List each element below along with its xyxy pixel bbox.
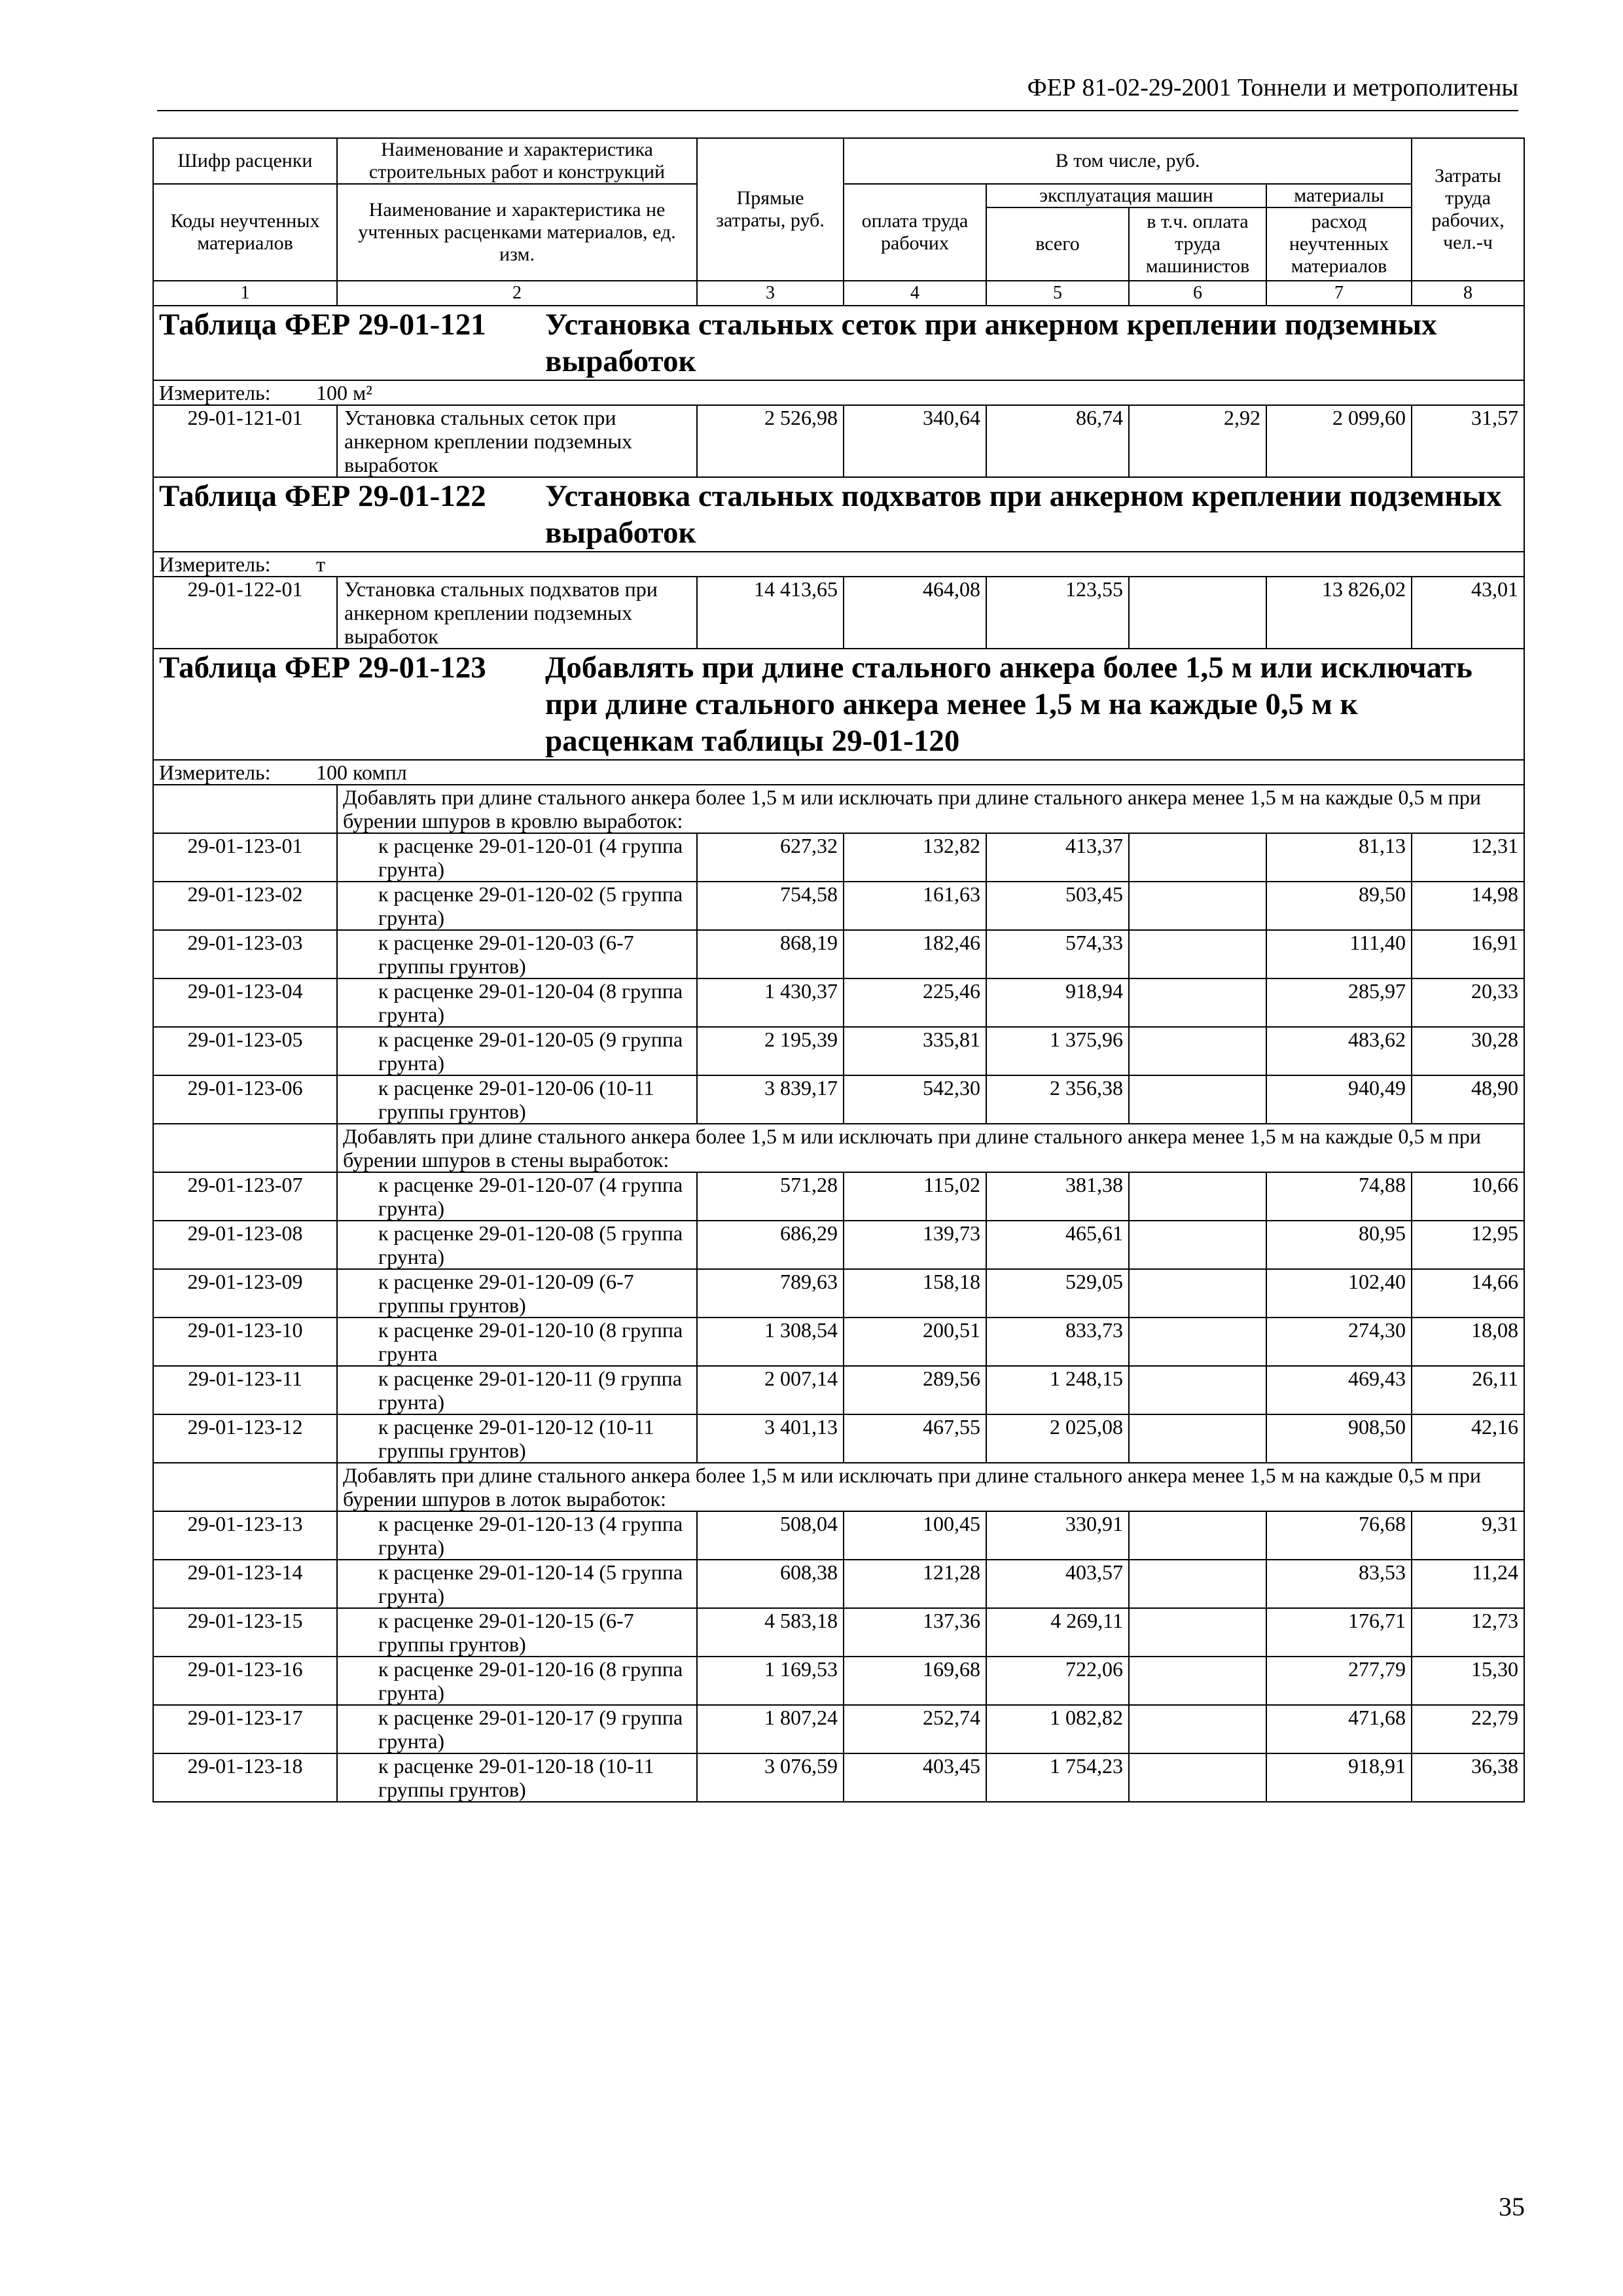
direct-cost: 608,38 xyxy=(697,1560,844,1608)
materials-cost: 76,68 xyxy=(1266,1511,1412,1560)
machines-total: 574,33 xyxy=(986,930,1129,978)
labor-hours: 36,38 xyxy=(1412,1753,1524,1802)
direct-cost: 754,58 xyxy=(697,882,844,930)
machinist-pay xyxy=(1129,1705,1266,1753)
labor-pay: 115,02 xyxy=(844,1172,986,1221)
column-number: 4 xyxy=(844,281,986,306)
rate-name: к расценке 29-01-120-09 (6-7 группы грунтов) xyxy=(337,1269,697,1318)
rate-code: 29-01-123-01 xyxy=(153,833,337,882)
machines-total: 86,74 xyxy=(986,405,1129,477)
rate-code: 29-01-123-10 xyxy=(153,1318,337,1366)
machines-total: 503,45 xyxy=(986,882,1129,930)
rate-name: к расценке 29-01-120-04 (8 группа грунта) xyxy=(337,978,697,1027)
labor-hours: 16,91 xyxy=(1412,930,1524,978)
machinist-pay xyxy=(1129,833,1266,882)
machinist-pay xyxy=(1129,882,1266,930)
header-materials: материалы xyxy=(1266,184,1412,207)
meter-label: Измеритель: xyxy=(159,381,271,404)
rate-code: 29-01-123-04 xyxy=(153,978,337,1027)
labor-pay: 225,46 xyxy=(844,978,986,1027)
rate-name: к расценке 29-01-120-17 (9 группа грунта) xyxy=(337,1705,697,1753)
labor-pay: 289,56 xyxy=(844,1366,986,1414)
table-row xyxy=(153,405,1524,477)
table-title: Установка стальных подхватов при анкерном креплении подземных выработок xyxy=(545,479,1502,550)
labor-hours: 31,57 xyxy=(1412,405,1524,477)
machines-total: 1 754,23 xyxy=(986,1753,1129,1802)
rate-code: 29-01-123-11 xyxy=(153,1366,337,1414)
machines-total: 465,61 xyxy=(986,1221,1129,1269)
column-numbers-row xyxy=(153,281,1524,306)
materials-cost: 81,13 xyxy=(1266,833,1412,882)
materials-cost: 471,68 xyxy=(1266,1705,1412,1753)
direct-cost: 1 169,53 xyxy=(697,1657,844,1705)
empty-cell xyxy=(153,1463,337,1511)
table-row xyxy=(153,577,1524,649)
page-number: 35 xyxy=(1499,2192,1525,2221)
header-machines: эксплуатация машин xyxy=(986,184,1266,207)
rate-name: к расценке 29-01-120-06 (10-11 группы грунтов) xyxy=(337,1075,697,1124)
labor-hours: 14,98 xyxy=(1412,882,1524,930)
rate-name: к расценке 29-01-120-02 (5 группа грунта) xyxy=(337,882,697,930)
materials-cost: 274,30 xyxy=(1266,1318,1412,1366)
direct-cost: 508,04 xyxy=(697,1511,844,1560)
header-labor-pay: оплата труда рабочих xyxy=(844,184,986,281)
rate-name: к расценке 29-01-120-18 (10-11 группы грунтов) xyxy=(337,1753,697,1802)
header-rule xyxy=(157,110,1518,111)
machinist-pay xyxy=(1129,1269,1266,1318)
machinist-pay xyxy=(1129,1366,1266,1414)
rate-code: 29-01-123-07 xyxy=(153,1172,337,1221)
labor-pay: 464,08 xyxy=(844,577,986,649)
materials-cost: 83,53 xyxy=(1266,1560,1412,1608)
machines-total: 2 356,38 xyxy=(986,1075,1129,1124)
labor-hours: 22,79 xyxy=(1412,1705,1524,1753)
meter-row xyxy=(153,760,1524,785)
empty-cell xyxy=(153,1124,337,1172)
direct-cost: 789,63 xyxy=(697,1269,844,1318)
table-title: Добавлять при длине стального анкера более 1,5 м или исключать при длине стального анкера менее 1,5 м на каждые 0,5 м к расценкам таблицы 29-01-120 xyxy=(545,651,1472,758)
direct-cost: 1 807,24 xyxy=(697,1705,844,1753)
column-number: 2 xyxy=(337,281,697,306)
table-header xyxy=(153,138,1524,281)
machinist-pay xyxy=(1129,1221,1266,1269)
machines-total: 1 082,82 xyxy=(986,1705,1129,1753)
meter-value: т xyxy=(316,552,325,576)
machines-total: 123,55 xyxy=(986,577,1129,649)
group-subheading: Добавлять при длине стального анкера более 1,5 м или исключать при длине стального анкера менее 1,5 м на каждые 0,5 м при бурении шпуров в лоток выработок: xyxy=(337,1463,1524,1511)
labor-hours: 42,16 xyxy=(1412,1414,1524,1463)
table-row xyxy=(153,1608,1524,1657)
table-row xyxy=(153,1366,1524,1414)
table-title-cell xyxy=(153,306,1524,380)
rate-code: 29-01-122-01 xyxy=(153,577,337,649)
meter-label: Измеритель: xyxy=(159,761,271,784)
labor-hours: 43,01 xyxy=(1412,577,1524,649)
machinist-pay xyxy=(1129,1511,1266,1560)
rate-name: к расценке 29-01-120-07 (4 группа грунта) xyxy=(337,1172,697,1221)
labor-hours: 14,66 xyxy=(1412,1269,1524,1318)
rate-name: к расценке 29-01-120-16 (8 группа грунта) xyxy=(337,1657,697,1705)
table-row xyxy=(153,1269,1524,1318)
labor-pay: 121,28 xyxy=(844,1560,986,1608)
rate-code: 29-01-123-08 xyxy=(153,1221,337,1269)
table-row xyxy=(153,1075,1524,1124)
table-title-cell xyxy=(153,649,1524,760)
rate-name: к расценке 29-01-120-15 (6-7 группы грунтов) xyxy=(337,1608,697,1657)
labor-hours: 30,28 xyxy=(1412,1027,1524,1075)
direct-cost: 2 195,39 xyxy=(697,1027,844,1075)
rate-code: 29-01-123-06 xyxy=(153,1075,337,1124)
machines-total: 1 375,96 xyxy=(986,1027,1129,1075)
table-row xyxy=(153,1753,1524,1802)
direct-cost: 3 076,59 xyxy=(697,1753,844,1802)
machines-total: 918,94 xyxy=(986,978,1129,1027)
labor-hours: 15,30 xyxy=(1412,1657,1524,1705)
table-row xyxy=(153,1172,1524,1221)
direct-cost: 3 839,17 xyxy=(697,1075,844,1124)
group-subheading-row xyxy=(153,1124,1524,1172)
labor-pay: 335,81 xyxy=(844,1027,986,1075)
rate-name: к расценке 29-01-120-13 (4 группа грунта) xyxy=(337,1511,697,1560)
header-machines-total: всего xyxy=(986,207,1129,281)
labor-pay: 158,18 xyxy=(844,1269,986,1318)
header-code-top: Шифр расценки xyxy=(153,138,337,184)
meter-row xyxy=(153,380,1524,405)
materials-cost: 102,40 xyxy=(1266,1269,1412,1318)
machines-total: 1 248,15 xyxy=(986,1366,1129,1414)
direct-cost: 1 308,54 xyxy=(697,1318,844,1366)
table-title-row xyxy=(153,649,1524,760)
empty-cell xyxy=(153,785,337,833)
table-row xyxy=(153,1657,1524,1705)
labor-pay: 169,68 xyxy=(844,1657,986,1705)
machines-total: 403,57 xyxy=(986,1560,1129,1608)
rate-code: 29-01-123-15 xyxy=(153,1608,337,1657)
rate-code: 29-01-121-01 xyxy=(153,405,337,477)
column-number: 6 xyxy=(1129,281,1266,306)
meter-value: 100 м² xyxy=(316,381,372,404)
labor-pay: 100,45 xyxy=(844,1511,986,1560)
machinist-pay xyxy=(1129,1075,1266,1124)
meter-cell xyxy=(153,380,1524,405)
rate-name: к расценке 29-01-120-10 (8 группа грунта xyxy=(337,1318,697,1366)
labor-hours: 48,90 xyxy=(1412,1075,1524,1124)
meter-label: Измеритель: xyxy=(159,552,271,576)
column-number: 3 xyxy=(697,281,844,306)
header-labor: Затраты труда рабочих, чел.-ч xyxy=(1412,138,1524,281)
group-subheading: Добавлять при длине стального анкера более 1,5 м или исключать при длине стального анкера менее 1,5 м на каждые 0,5 м при бурении шпуров в кровлю выработок: xyxy=(337,785,1524,833)
materials-cost: 940,49 xyxy=(1266,1075,1412,1124)
machinist-pay xyxy=(1129,1318,1266,1366)
table-row xyxy=(153,882,1524,930)
labor-hours: 11,24 xyxy=(1412,1560,1524,1608)
labor-hours: 12,73 xyxy=(1412,1608,1524,1657)
rate-name: к расценке 29-01-120-01 (4 группа грунта) xyxy=(337,833,697,882)
header-machinist-pay: в т.ч. оплата труда машинистов xyxy=(1129,207,1266,281)
labor-pay: 200,51 xyxy=(844,1318,986,1366)
direct-cost: 14 413,65 xyxy=(697,577,844,649)
materials-cost: 13 826,02 xyxy=(1266,577,1412,649)
rate-name: к расценке 29-01-120-08 (5 группа грунта) xyxy=(337,1221,697,1269)
direct-cost: 2 007,14 xyxy=(697,1366,844,1414)
machinist-pay xyxy=(1129,1027,1266,1075)
table-number: Таблица ФЕР 29-01-121 xyxy=(159,308,486,342)
machinist-pay xyxy=(1129,1608,1266,1657)
header-name-bottom: Наименование и характеристика не учтенных расценками материалов, ед. изм. xyxy=(337,184,697,281)
rate-code: 29-01-123-12 xyxy=(153,1414,337,1463)
materials-cost: 111,40 xyxy=(1266,930,1412,978)
rate-name: к расценке 29-01-120-14 (5 группа грунта) xyxy=(337,1560,697,1608)
labor-hours: 12,31 xyxy=(1412,833,1524,882)
meter-cell xyxy=(153,552,1524,577)
machinist-pay xyxy=(1129,1753,1266,1802)
column-number: 8 xyxy=(1412,281,1524,306)
meter-row xyxy=(153,552,1524,577)
direct-cost: 2 526,98 xyxy=(697,405,844,477)
table-body xyxy=(153,281,1524,1802)
labor-pay: 161,63 xyxy=(844,882,986,930)
labor-pay: 403,45 xyxy=(844,1753,986,1802)
machines-total: 413,37 xyxy=(986,833,1129,882)
header-name-top: Наименование и характеристика строительных работ и конструкций xyxy=(337,138,697,184)
materials-cost: 908,50 xyxy=(1266,1414,1412,1463)
machines-total: 330,91 xyxy=(986,1511,1129,1560)
machinist-pay xyxy=(1129,978,1266,1027)
table-row xyxy=(153,978,1524,1027)
table-number: Таблица ФЕР 29-01-122 xyxy=(159,479,486,513)
materials-cost: 89,50 xyxy=(1266,882,1412,930)
materials-cost: 74,88 xyxy=(1266,1172,1412,1221)
rate-name: Установка стальных сеток при анкерном креплении подземных выработок xyxy=(337,405,697,477)
machinist-pay xyxy=(1129,1560,1266,1608)
rate-name: к расценке 29-01-120-12 (10-11 группы грунтов) xyxy=(337,1414,697,1463)
table-row xyxy=(153,1414,1524,1463)
labor-hours: 26,11 xyxy=(1412,1366,1524,1414)
rate-code: 29-01-123-05 xyxy=(153,1027,337,1075)
rate-code: 29-01-123-03 xyxy=(153,930,337,978)
rate-code: 29-01-123-02 xyxy=(153,882,337,930)
machinist-pay xyxy=(1129,1657,1266,1705)
materials-cost: 277,79 xyxy=(1266,1657,1412,1705)
labor-pay: 182,46 xyxy=(844,930,986,978)
labor-pay: 139,73 xyxy=(844,1221,986,1269)
materials-cost: 483,62 xyxy=(1266,1027,1412,1075)
meter-value: 100 компл xyxy=(316,761,407,784)
table-row xyxy=(153,1511,1524,1560)
labor-hours: 18,08 xyxy=(1412,1318,1524,1366)
machinist-pay xyxy=(1129,930,1266,978)
column-number: 1 xyxy=(153,281,337,306)
labor-pay: 467,55 xyxy=(844,1414,986,1463)
machines-total: 833,73 xyxy=(986,1318,1129,1366)
table-row xyxy=(153,1318,1524,1366)
direct-cost: 868,19 xyxy=(697,930,844,978)
rate-code: 29-01-123-16 xyxy=(153,1657,337,1705)
labor-hours: 12,95 xyxy=(1412,1221,1524,1269)
rate-name: к расценке 29-01-120-11 (9 группа грунта) xyxy=(337,1366,697,1414)
header-direct: Прямые затраты, руб. xyxy=(697,138,844,281)
materials-cost: 469,43 xyxy=(1266,1366,1412,1414)
column-number: 5 xyxy=(986,281,1129,306)
direct-cost: 4 583,18 xyxy=(697,1608,844,1657)
direct-cost: 1 430,37 xyxy=(697,978,844,1027)
machines-total: 381,38 xyxy=(986,1172,1129,1221)
table-title-row xyxy=(153,477,1524,552)
labor-pay: 340,64 xyxy=(844,405,986,477)
table-number: Таблица ФЕР 29-01-123 xyxy=(159,651,486,685)
table-row xyxy=(153,1221,1524,1269)
machines-total: 722,06 xyxy=(986,1657,1129,1705)
rate-name: Установка стальных подхватов при анкерном креплении подземных выработок xyxy=(337,577,697,649)
labor-pay: 252,74 xyxy=(844,1705,986,1753)
labor-hours: 20,33 xyxy=(1412,978,1524,1027)
labor-pay: 542,30 xyxy=(844,1075,986,1124)
group-subheading-row xyxy=(153,785,1524,833)
rate-code: 29-01-123-14 xyxy=(153,1560,337,1608)
machines-total: 4 269,11 xyxy=(986,1608,1129,1657)
machinist-pay: 2,92 xyxy=(1129,405,1266,477)
table-row xyxy=(153,930,1524,978)
rates-table xyxy=(152,137,1525,1803)
rate-name: к расценке 29-01-120-03 (6-7 группы грунтов) xyxy=(337,930,697,978)
materials-cost: 285,97 xyxy=(1266,978,1412,1027)
group-subheading: Добавлять при длине стального анкера более 1,5 м или исключать при длине стального анкера менее 1,5 м на каждые 0,5 м при бурении шпуров в стены выработок: xyxy=(337,1124,1524,1172)
rate-code: 29-01-123-13 xyxy=(153,1511,337,1560)
direct-cost: 686,29 xyxy=(697,1221,844,1269)
machines-total: 529,05 xyxy=(986,1269,1129,1318)
rate-code: 29-01-123-09 xyxy=(153,1269,337,1318)
rate-code: 29-01-123-18 xyxy=(153,1753,337,1802)
machinist-pay xyxy=(1129,1414,1266,1463)
table-row xyxy=(153,833,1524,882)
machines-total: 2 025,08 xyxy=(986,1414,1129,1463)
direct-cost: 627,32 xyxy=(697,833,844,882)
table-row xyxy=(153,1705,1524,1753)
materials-cost: 918,91 xyxy=(1266,1753,1412,1802)
group-subheading-row xyxy=(153,1463,1524,1511)
table-title-cell xyxy=(153,477,1524,552)
materials-cost: 80,95 xyxy=(1266,1221,1412,1269)
labor-hours: 10,66 xyxy=(1412,1172,1524,1221)
rate-name: к расценке 29-01-120-05 (9 группа грунта) xyxy=(337,1027,697,1075)
direct-cost: 571,28 xyxy=(697,1172,844,1221)
header-materials-sub: расход неучтенных материалов xyxy=(1266,207,1412,281)
table-title: Установка стальных сеток при анкерном креплении подземных выработок xyxy=(545,308,1437,378)
meter-cell xyxy=(153,760,1524,785)
rate-code: 29-01-123-17 xyxy=(153,1705,337,1753)
machinist-pay xyxy=(1129,577,1266,649)
table-row xyxy=(153,1560,1524,1608)
machinist-pay xyxy=(1129,1172,1266,1221)
header-including: В том числе, руб. xyxy=(844,138,1412,184)
labor-pay: 137,36 xyxy=(844,1608,986,1657)
table-row xyxy=(153,1027,1524,1075)
labor-pay: 132,82 xyxy=(844,833,986,882)
direct-cost: 3 401,13 xyxy=(697,1414,844,1463)
header-code-bottom: Коды неучтенных материалов xyxy=(153,184,337,281)
document-title: ФЕР 81-02-29-2001 Тоннели и метрополитены xyxy=(1027,74,1518,101)
materials-cost: 176,71 xyxy=(1266,1608,1412,1657)
materials-cost: 2 099,60 xyxy=(1266,405,1412,477)
column-number: 7 xyxy=(1266,281,1412,306)
labor-hours: 9,31 xyxy=(1412,1511,1524,1560)
table-title-row xyxy=(153,306,1524,380)
